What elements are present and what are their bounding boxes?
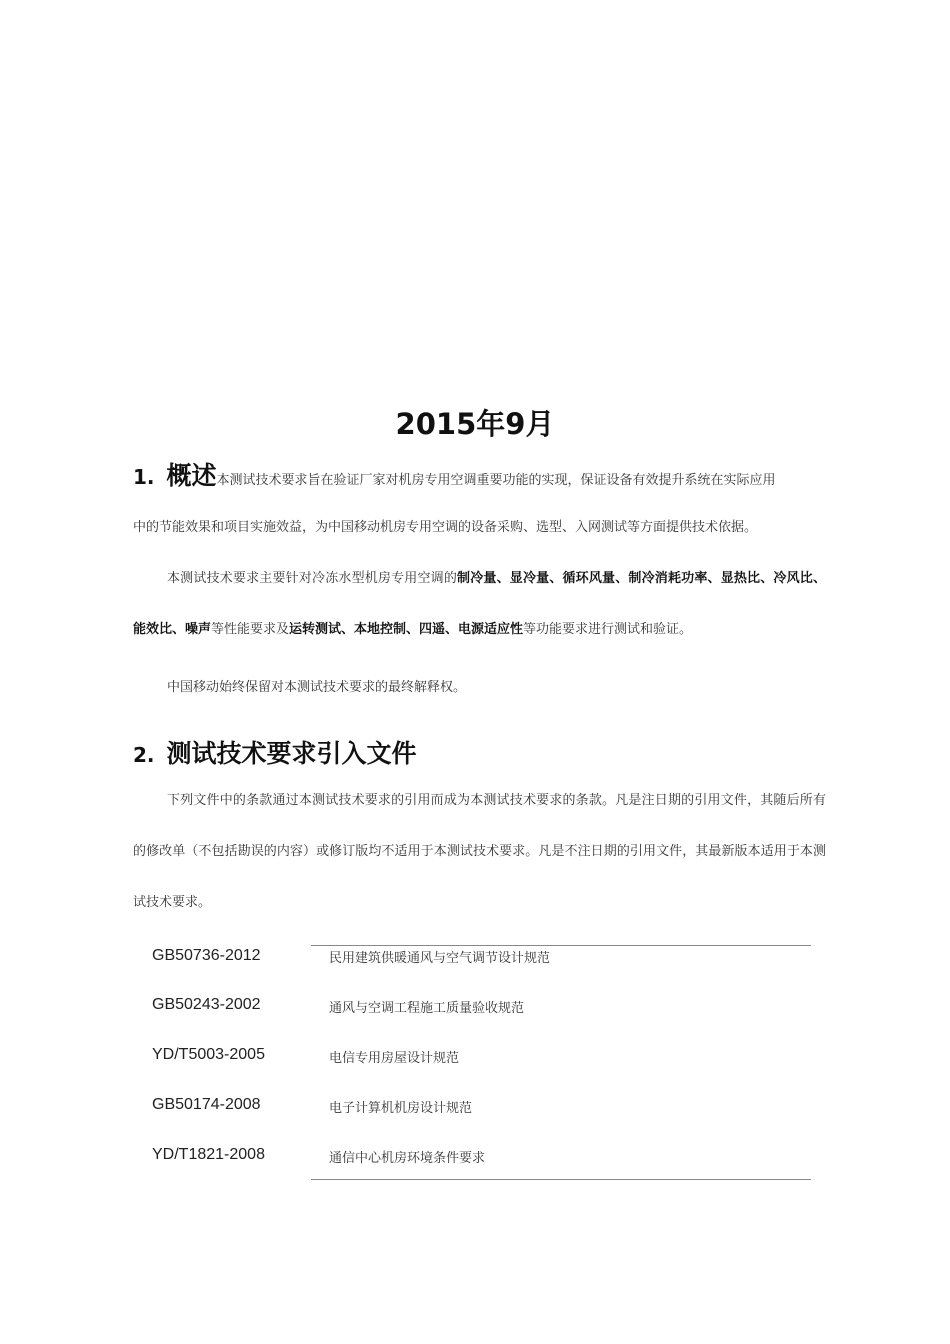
standard-title: 通风与空调工程施工质量验收规范 [329, 1001, 525, 1016]
section-1-paragraph-1-line-2: 中的节能效果和项目实施效益，为中国移动机房专用空调的设备采购、选型、入网测试等方面提供技术依据。 [133, 520, 758, 535]
standard-code: GB50736-2012 [152, 947, 261, 964]
standard-title: 电子计算机机房设计规范 [329, 1101, 473, 1116]
section-1-paragraph-2-text-a: 本测试技术要求主要针对冷冻水型机房专用空调的 [167, 571, 458, 586]
standard-code: GB50174-2008 [152, 1096, 261, 1113]
section-1-heading-line [133, 456, 833, 492]
standard-code: YD/T5003-2005 [152, 1046, 265, 1063]
standard-title: 通信中心机房环境条件要求 [329, 1151, 486, 1166]
document-date: 2015年9月 [395, 407, 555, 441]
section-1-paragraph-2-text-c: 等功能要求进行测试和验证。 [523, 622, 693, 637]
table-bottom-rule [311, 1179, 811, 1180]
section-1-paragraph-3: 中国移动始终保留对本测试技术要求的最终解释权。 [167, 680, 467, 695]
section-2-heading [133, 734, 417, 770]
section-1-heading [133, 461, 217, 490]
section-1-title: 概述 [166, 461, 217, 490]
section-1-paragraph-2-bold-1: 制冷量、显冷量、循环风量、制冷消耗功率、显热比、冷风比、能效比、噪声 [133, 571, 826, 637]
standard-code: GB50243-2002 [152, 996, 261, 1013]
section-1-paragraph-2 [133, 553, 826, 655]
section-1-paragraph-2-bold-2: 运转测试、本地控制、四遥、电源适应性 [289, 622, 524, 637]
section-2-title: 测试技术要求引入文件 [166, 739, 417, 768]
section-2-number: 2. [133, 743, 155, 767]
standard-title: 民用建筑供暖通风与空气调节设计规范 [329, 951, 551, 966]
standard-code: YD/T1821-2008 [152, 1146, 265, 1163]
table-top-rule [311, 945, 811, 946]
section-1-paragraph-1-line-1: 本测试技术要求旨在验证厂家对机房专用空调重要功能的实现，保证设备有效提升系统在实际应用 [216, 473, 776, 488]
section-1-number: 1. [133, 465, 155, 489]
section-1-paragraph-2-text-b: 等性能要求及 [211, 622, 290, 637]
standard-title: 电信专用房屋设计规范 [329, 1051, 460, 1066]
section-2-paragraph-1: 下列文件中的条款通过本测试技术要求的引用而成为本测试技术要求的条款。凡是注日期的引用文件，其随后所有的修改单（不包括勘误的内容）或修订版均不适用于本测试技术要求。凡是不注日期的引用文件，其最新版本适用于本测试技术要求。 [133, 793, 826, 910]
